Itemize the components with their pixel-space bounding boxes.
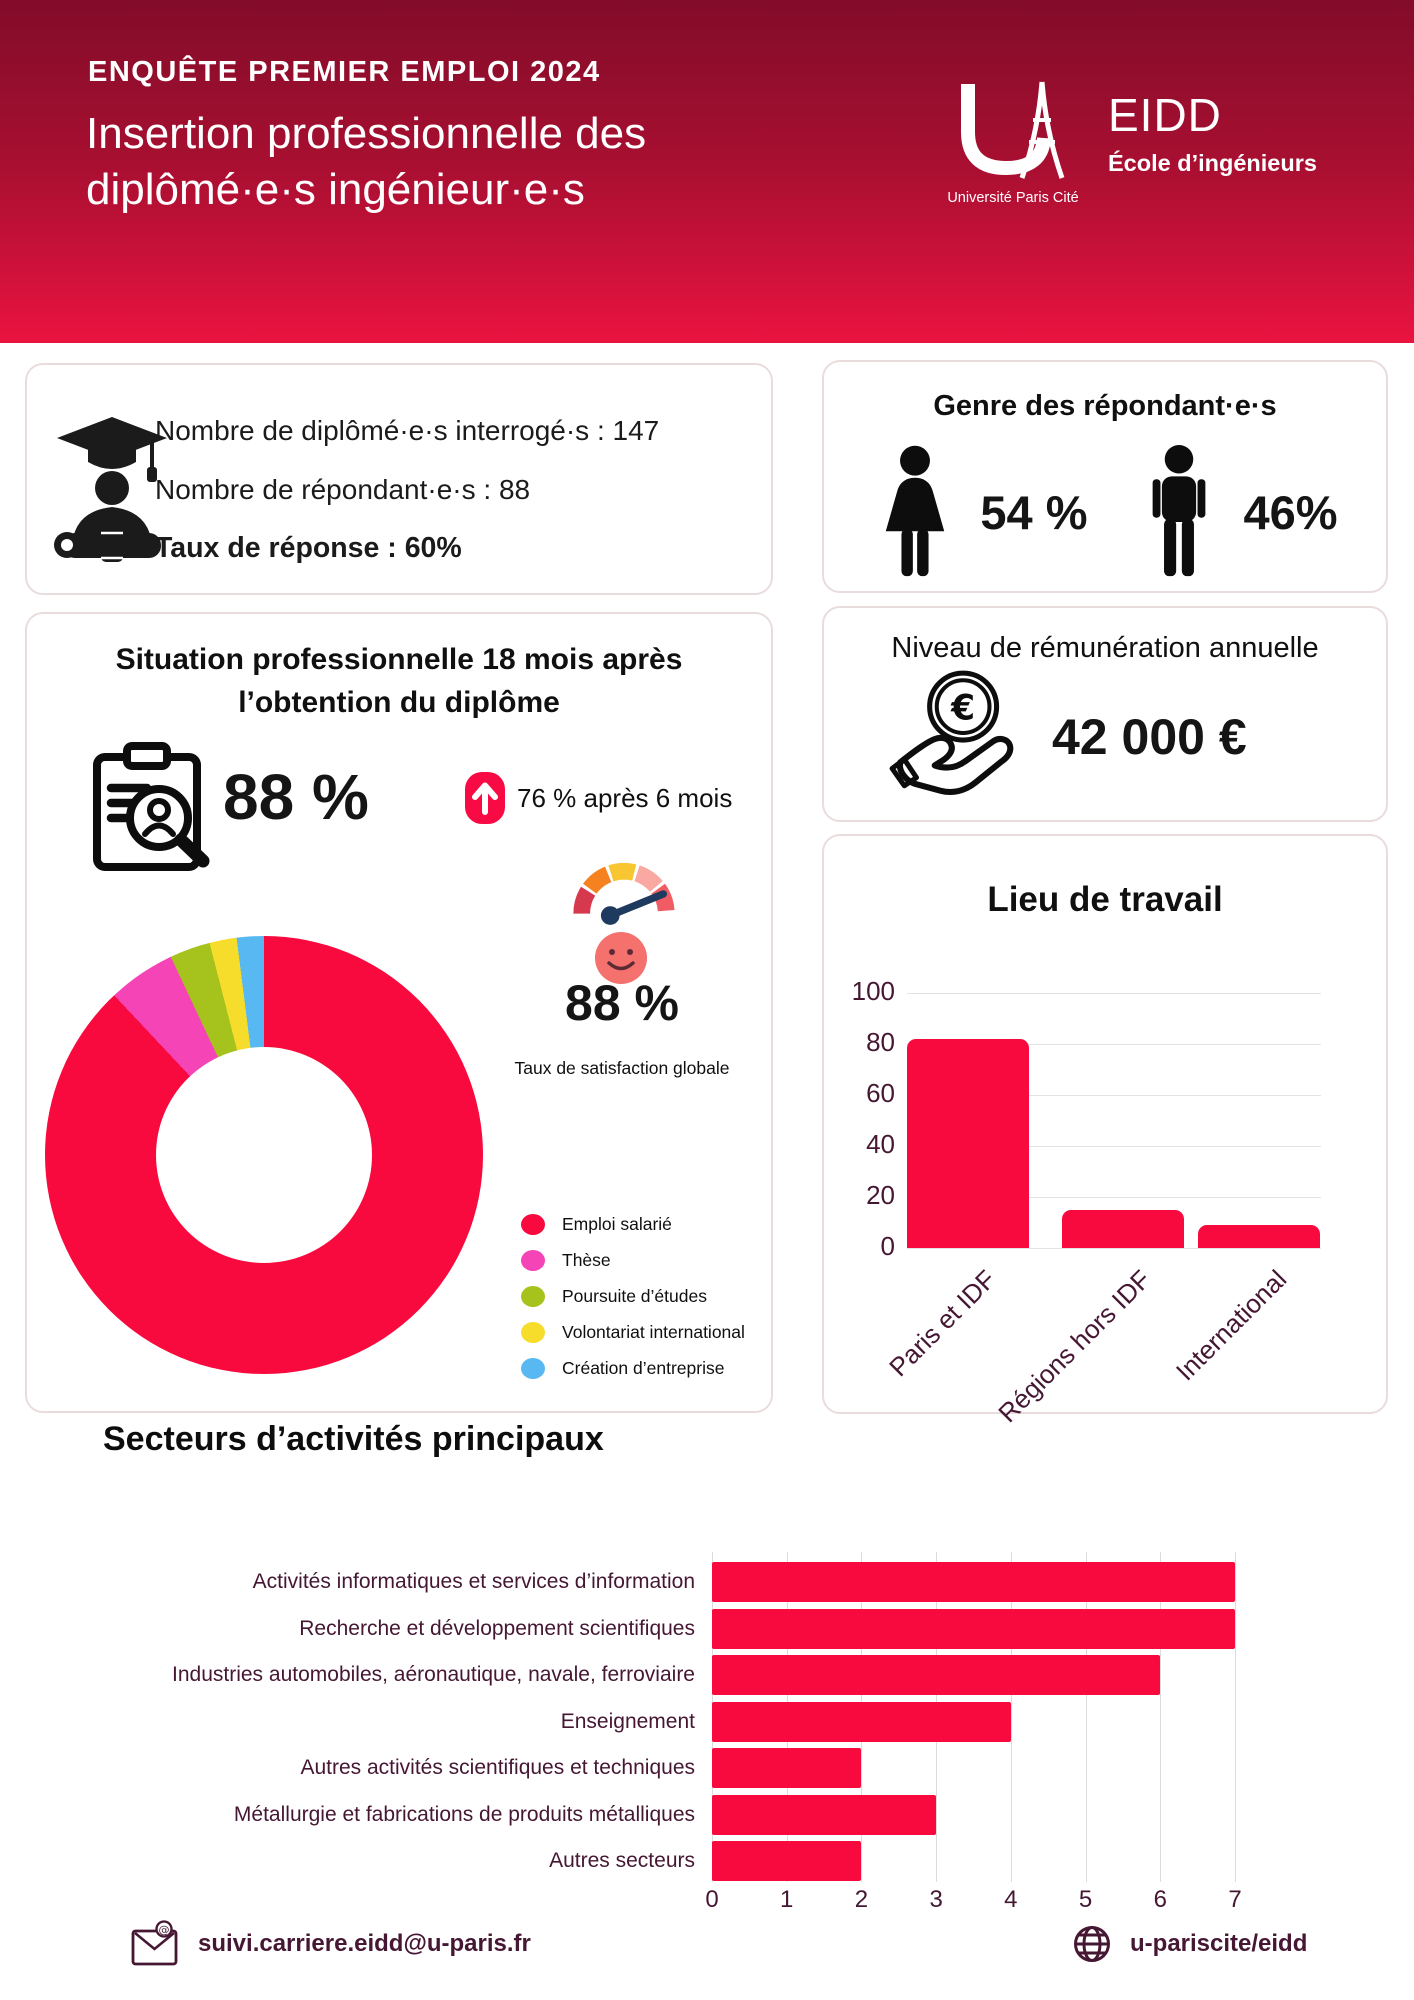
- svg-text:@: @: [158, 1923, 170, 1937]
- legend-swatch: [521, 1322, 545, 1343]
- page-title-line1: Insertion professionnelle des: [86, 109, 647, 158]
- sectors-x-axis: [705, 1886, 1242, 1916]
- cv-search-icon: [87, 742, 221, 874]
- sector-label: Industries automobiles, aéronautique, navale, ferroviaire: [172, 1663, 695, 1687]
- legend-item: [521, 1314, 745, 1350]
- email-icon: [130, 1920, 182, 1968]
- x-axis-label: 2: [854, 1886, 869, 1913]
- donut-hole: [156, 1047, 372, 1263]
- workplace-title: Lieu de travail: [987, 880, 1223, 919]
- page-title-line2: diplômé·e·s ingénieur·e·s: [86, 165, 585, 214]
- school-acronym: EIDD: [1108, 89, 1222, 141]
- sector-label: Enseignement: [560, 1709, 695, 1733]
- remuneration-title: Niveau de rémunération annuelle: [891, 632, 1319, 664]
- bar: [712, 1841, 861, 1881]
- legend-item: [521, 1278, 745, 1314]
- header-banner: [0, 0, 1414, 343]
- stat-response-rate: Taux de réponse : 60%: [155, 532, 462, 564]
- status-donut: [45, 936, 483, 1374]
- legend-item: [521, 1350, 745, 1386]
- sector-row: [105, 1559, 1237, 1606]
- gender-card: [822, 360, 1388, 593]
- x-axis-label: International: [1169, 1264, 1293, 1387]
- legend-item: [521, 1242, 745, 1278]
- university-name: Université Paris Cité: [947, 190, 1079, 206]
- legend-label: Volontariat international: [562, 1321, 745, 1342]
- bar: [712, 1702, 1011, 1742]
- gender-card-title: Genre des répondant·e·s: [933, 390, 1277, 422]
- sector-label: Autres secteurs: [549, 1849, 695, 1873]
- workplace-plot: [851, 976, 1321, 1429]
- legend-label: Thèse: [562, 1249, 611, 1270]
- female-icon: [872, 445, 958, 579]
- sector-row: [105, 1606, 1237, 1653]
- sector-bar-track: [712, 1652, 1237, 1699]
- satisfaction-gauge-icon: [565, 852, 683, 931]
- after-6-months-label: 76 % après 6 mois: [517, 782, 733, 813]
- stat-interviewed: Nombre de diplômé·e·s interrogé·s : 147: [155, 415, 660, 446]
- situation-title-line2: l’obtention du diplôme: [238, 686, 560, 719]
- svg-text:€: €: [951, 688, 976, 729]
- x-axis-label: 0: [705, 1886, 719, 1913]
- situation-title-line1: Situation professionnelle 18 mois après: [115, 643, 683, 676]
- situation-title: [27, 638, 771, 724]
- satisfaction-label: Taux de satisfaction globale: [514, 1058, 730, 1078]
- annual-salary-value: 42 000 €: [1052, 709, 1247, 765]
- sector-bar-track: [712, 1792, 1237, 1839]
- euro-hand-icon: [884, 664, 1026, 806]
- y-axis-label: 100: [851, 976, 895, 1006]
- gridline: [907, 993, 1321, 995]
- sector-row: [105, 1792, 1237, 1839]
- sector-label: Autres activités scientifiques et techniques: [300, 1756, 695, 1780]
- stats-lines: [155, 401, 659, 578]
- legend-swatch: [521, 1286, 545, 1307]
- sectors-title: Secteurs d’activités principaux: [103, 1420, 604, 1458]
- bar: [712, 1609, 1235, 1649]
- sector-bar-track: [712, 1745, 1237, 1792]
- sector-label: Activités informatiques et services d’information: [252, 1570, 695, 1594]
- bar: [1198, 1225, 1320, 1248]
- footer-website[interactable]: [1070, 1922, 1307, 1966]
- x-axis-label: 4: [1004, 1886, 1018, 1913]
- x-axis-label: 5: [1078, 1886, 1093, 1913]
- satisfaction-rate: 88 %: [565, 975, 679, 1031]
- sector-bar-track: [712, 1559, 1237, 1606]
- school-logo-block: [1108, 88, 1317, 177]
- gender-values-row: [824, 445, 1386, 579]
- x-axis-label: Paris et IDF: [882, 1264, 1002, 1383]
- sector-label: Métallurgie et fabrications de produits métalliques: [233, 1802, 695, 1826]
- x-axis-label: 7: [1228, 1886, 1242, 1913]
- status-legend: [521, 1206, 745, 1386]
- sector-row: [105, 1745, 1237, 1792]
- sector-row: [105, 1699, 1237, 1746]
- y-axis-label: 20: [866, 1180, 895, 1210]
- stat-respondents: Nombre de répondant·e·s : 88: [155, 474, 531, 505]
- bar: [907, 1039, 1029, 1248]
- legend-label: Poursuite d’études: [562, 1285, 707, 1306]
- up-arrow-icon: [465, 772, 505, 824]
- legend-swatch: [521, 1358, 545, 1379]
- legend-label: Création d’entreprise: [562, 1357, 725, 1378]
- legend-label: Emploi salarié: [562, 1213, 672, 1234]
- after-6-months-row: [465, 772, 732, 824]
- globe-icon: [1070, 1922, 1114, 1966]
- employment-rate: 88 %: [223, 761, 369, 833]
- bar: [712, 1655, 1160, 1695]
- y-axis-label: 0: [880, 1231, 895, 1261]
- sector-label: Recherche et développement scientifiques: [299, 1616, 695, 1640]
- sector-bar-track: [712, 1838, 1237, 1885]
- bar: [712, 1562, 1235, 1602]
- y-axis-label: 80: [866, 1027, 895, 1057]
- legend-item: [521, 1206, 745, 1242]
- x-axis-label: Régions hors IDF: [991, 1264, 1157, 1429]
- y-axis-label: 60: [866, 1078, 895, 1108]
- footer-email[interactable]: [130, 1920, 531, 1968]
- universite-paris-cite-logo: [938, 80, 1088, 184]
- survey-kicker: ENQUÊTE PREMIER EMPLOI 2024: [88, 56, 601, 88]
- website-url[interactable]: u-pariscite/eidd: [1130, 1930, 1308, 1957]
- x-axis-label: 1: [780, 1886, 794, 1913]
- professional-situation-card: [25, 612, 773, 1413]
- y-axis-label: 40: [866, 1129, 895, 1159]
- contact-email[interactable]: suivi.carriere.eidd@u-paris.fr: [198, 1930, 531, 1957]
- female-percentage: 54 %: [980, 485, 1088, 539]
- legend-swatch: [521, 1250, 545, 1271]
- workplace-card: [822, 834, 1388, 1429]
- bar: [712, 1795, 936, 1835]
- school-name: École d’ingénieurs: [1108, 150, 1317, 176]
- male-icon: [1136, 445, 1222, 579]
- respondents-stats-card: [25, 363, 773, 595]
- bar: [1062, 1210, 1184, 1248]
- x-axis-label: 3: [929, 1886, 943, 1913]
- sectors-chart: [105, 1559, 1237, 1885]
- sector-bar-track: [712, 1699, 1237, 1746]
- remuneration-card: [822, 606, 1388, 822]
- male-percentage: 46%: [1243, 485, 1338, 539]
- legend-swatch: [521, 1214, 545, 1235]
- bar: [712, 1748, 861, 1788]
- x-axis-label: 6: [1153, 1886, 1167, 1913]
- page-title: [86, 106, 646, 218]
- sector-bar-track: [712, 1606, 1237, 1653]
- sector-row: [105, 1652, 1237, 1699]
- sector-row: [105, 1838, 1237, 1885]
